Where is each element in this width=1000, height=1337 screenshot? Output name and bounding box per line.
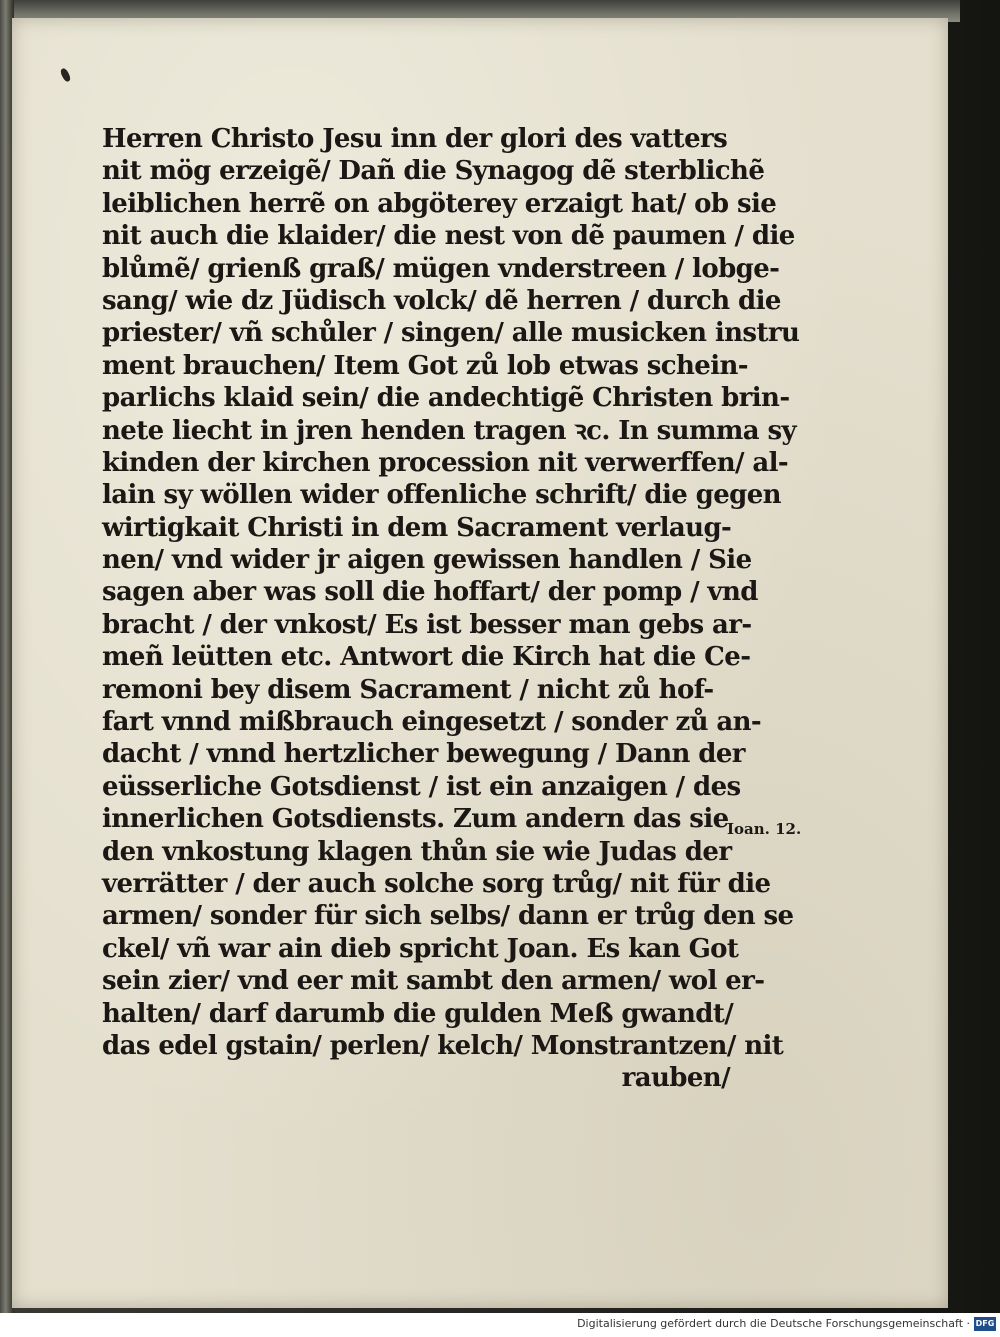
text-line: meñ leütten etc. Antwort die Kirch hat die Ce- xyxy=(102,642,751,673)
text-line: verrätter / der auch solche sorg trůg/ nit für die xyxy=(102,868,771,899)
text-line: priester/ vñ schůler / singen/ alle musicken instru xyxy=(102,318,800,349)
text-line: leiblichen herrẽ on abgöterey erzaigt hat/ ob sie xyxy=(102,188,777,219)
text-line: ment brauchen/ Item Got zů lob etwas schein- xyxy=(102,350,748,381)
text-line: wirtigkait Christi in dem Sacrament verlaug- xyxy=(102,512,732,543)
catchword: rauben/ xyxy=(621,1063,730,1094)
text-line: eüsserliche Gotsdienst / ist ein anzaigen / des xyxy=(102,771,741,802)
dfg-logo: DFG xyxy=(974,1317,996,1331)
text-line: nete liecht in jren henden tragen ꝛc. In summa sy xyxy=(102,415,797,446)
text-line: parlichs klaid sein/ die andechtigẽ Christen brin- xyxy=(102,383,790,414)
text-line: blůmẽ/ grienß graß/ mügen vnderstreen / lobge- xyxy=(102,253,780,284)
text-line: halten/ darf darumb die gulden Meß gwandt/ xyxy=(102,998,734,1029)
text-line: Herren Christo Jesu inn der glori des vatters xyxy=(102,124,728,154)
funding-credit: Digitalisierung gefördert durch die Deutsche Forschungsgemeinschaft · xyxy=(577,1317,970,1330)
text-line: kinden der kirchen procession nit verwerffen/ al- xyxy=(102,447,789,478)
text-line: nit auch die klaider/ die nest von dẽ paumen / die xyxy=(102,221,795,252)
text-line: sein zier/ vnd eer mit sambt den armen/ wol er- xyxy=(102,966,765,997)
text-line: bracht / der vnkost/ Es ist besser man gebs ar- xyxy=(102,609,752,640)
text-line: fart vnnd mißbrauch eingesetzt / sonder zů an- xyxy=(102,707,762,738)
marginal-note: Ioan. 12. xyxy=(727,820,802,838)
text-line: dacht / vnnd hertzlicher bewegung / Dann der xyxy=(102,739,745,770)
text-line: innerlichen Gotsdiensts. Zum andern das sie xyxy=(102,804,729,835)
text-line: nit mög erzeigẽ/ Dañ die Synagog dẽ sterblichẽ xyxy=(102,156,765,187)
text-line: lain sy wöllen wider offenliche schrift/ die gegen xyxy=(102,480,781,511)
text-line: remoni bey disem Sacrament / nicht zů hof- xyxy=(102,674,714,705)
digitization-footer xyxy=(0,1313,1000,1337)
text-line: sagen aber was soll die hoffart/ der pomp / vnd xyxy=(102,577,758,608)
text-line: den vnkostung klagen thůn sie wie Judas der xyxy=(102,836,732,867)
text-line: das edel gstain/ perlen/ kelch/ Monstrantzen/ nit xyxy=(102,1030,784,1061)
ink-blot xyxy=(59,67,72,83)
text-line: sang/ wie dz Jüdisch volck/ dẽ herren / durch die xyxy=(102,285,781,316)
text-line: ckel/ vñ war ain dieb spricht Joan. Es kan Got xyxy=(102,933,739,964)
text-line: armen/ sonder für sich selbs/ dann er trůg den se xyxy=(102,901,794,932)
text-line: nen/ vnd wider jr aigen gewissen handlen / Sie xyxy=(102,545,752,576)
